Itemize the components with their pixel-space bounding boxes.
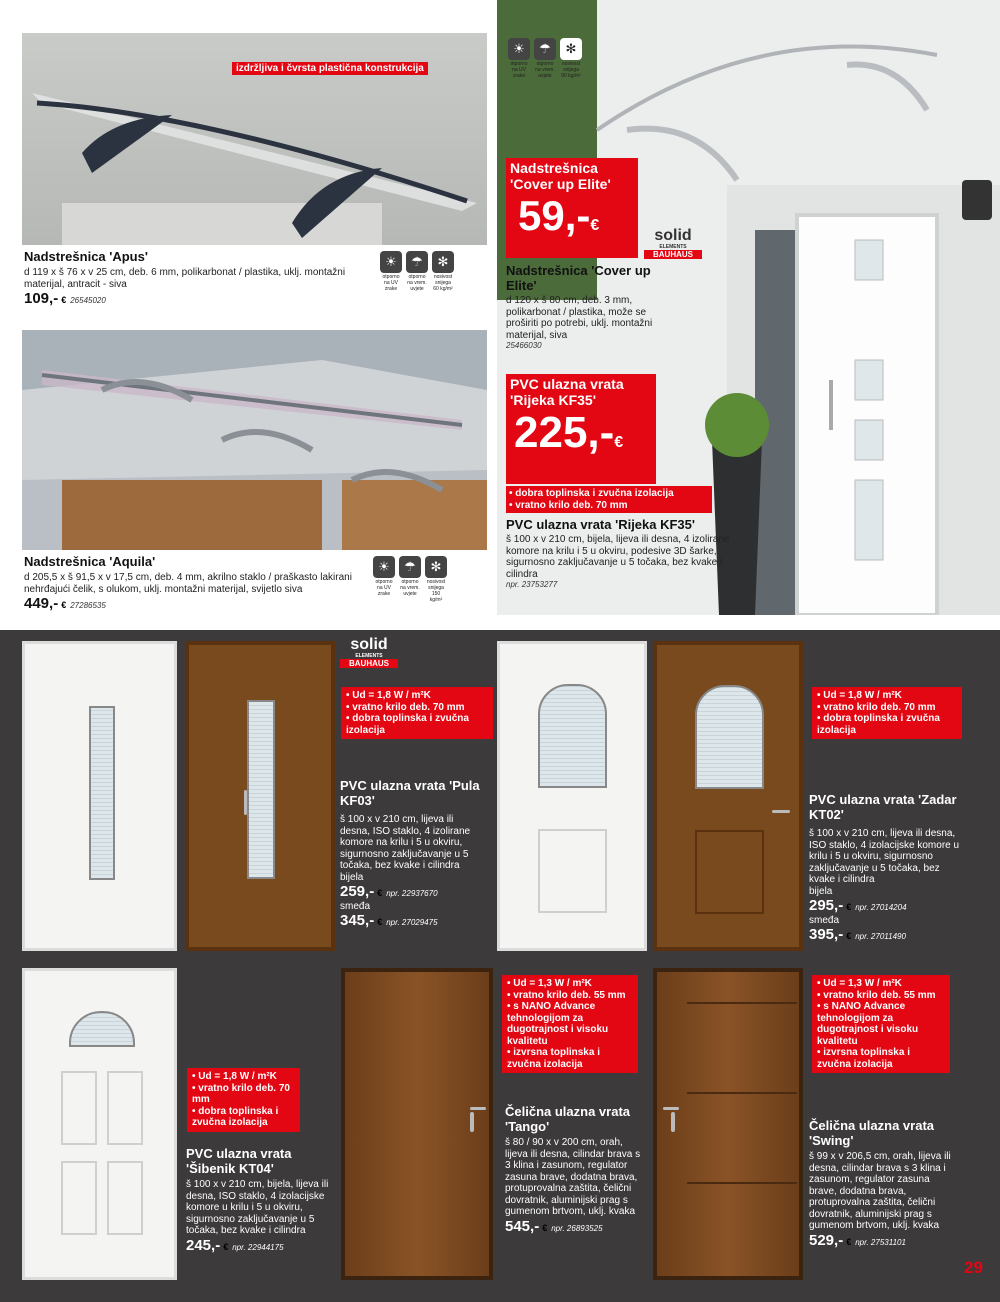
zadar-price-brown-line: 395,- € npr. 27011490 <box>809 925 906 943</box>
pula-text <box>340 778 485 930</box>
pula-variant-white: bijela <box>340 871 364 883</box>
weather-resistant-icon: ☂ otporno na vrem. uvjete <box>534 38 556 79</box>
weather-resistant-icon: ☂ otporno na vrem. uvjete <box>399 556 421 603</box>
zadar-features: • Ud = 1,8 W / m²K • vratno krilo deb. 70 mm • dobra toplinska i zvučna izolacija <box>812 687 962 739</box>
swing-title: Čelična ulazna vrata 'Swing' <box>809 1118 934 1148</box>
apus-price: 109,- <box>24 290 59 307</box>
sibenik-title: PVC ulazna vrata 'Šibenik KT04' <box>186 1146 292 1176</box>
aquila-text <box>24 554 369 613</box>
apus-text <box>24 249 364 308</box>
snow-load-icon: ✻ nosivost snijega 60 kg/m² <box>432 251 454 292</box>
sibenik-desc: š 100 x v 210 cm, bijela, lijeva ili desna, ISO staklo, 4 izolacijske komore u krilu i 5 u okviru, sigurnosno zaključavanje u 5 točaka, bez kvake i cilindra <box>186 1179 329 1236</box>
page-number: 29 <box>964 1258 983 1277</box>
zadar-brown-door-image <box>653 641 803 951</box>
tango-price-line: 545,- € npr. 26893525 <box>505 1217 603 1235</box>
pula-brown-door-image <box>185 641 335 951</box>
solid-elements-logo: solid ELEMENTS BAUHAUS <box>340 637 398 668</box>
pula-title: PVC ulazna vrata 'Pula KF03' <box>340 778 480 808</box>
pula-price-white-line: 259,- € npr. 22937670 <box>340 882 438 900</box>
aquila-canopy-drawing <box>22 330 487 550</box>
apus-feature-icons <box>380 251 454 292</box>
uv-resistant-icon: ☀ otporno na UV zrake <box>373 556 395 603</box>
pula-desc: š 100 x v 210 cm, lijeva ili desna, ISO staklo, 4 izolirane komore na krilu i 5 u okviru, sigurnosno zaključavanje u 5 točaka, bez kvake i cilindra <box>340 814 471 871</box>
weather-resistant-icon: ☂ otporno na vrem. uvjete <box>406 251 428 292</box>
aquila-desc: d 205,5 x š 91,5 x v 17,5 cm, deb. 4 mm, akrilno staklo / praškasto lakirani nehrđajući čelik, s olukom, uklj. montažni materijal, svijetlo siva <box>24 572 352 595</box>
apus-desc: d 119 x š 76 x v 25 cm, deb. 6 mm, polikarbonat / plastika, uklj. montažni materijal, antracit - siva <box>24 267 346 290</box>
cover-up-desc: d 120 x š 80 cm, deb. 3 mm, polikarbonat / plastika, može se proširiti po potrebi, uklj. montažni materijal, siva <box>506 295 653 341</box>
aquila-photo <box>22 330 487 550</box>
snow-load-icon: ✻ nosivost snijega 90 kg/m² <box>560 38 582 79</box>
rijeka-text <box>506 517 731 589</box>
rijeka-badge-title: PVC ulazna vrata 'Rijeka KF35' <box>510 376 624 408</box>
sibenik-door-image <box>22 968 177 1280</box>
cover-up-badge-title: Nadstrešnica 'Cover up Elite' <box>510 160 611 192</box>
sibenik-features: • Ud = 1,8 W / m²K • vratno krilo deb. 70 mm • dobra toplinska i zvučna izolacija <box>187 1068 300 1132</box>
cover-up-badge-price: 59,-€ <box>518 192 600 239</box>
swing-price-line: 529,- € npr. 27531101 <box>809 1231 906 1249</box>
snow-load-icon: ✻ nosivost snijega 150 kg/m² <box>425 556 447 603</box>
uv-resistant-icon: ☀ otporno na UV zrake <box>508 38 530 79</box>
swing-text <box>809 1118 959 1250</box>
pula-white-door-image <box>22 641 177 951</box>
aquila-title: Nadstrešnica 'Aquila' <box>24 554 156 569</box>
euro-sign: € <box>61 295 67 305</box>
uv-resistant-icon: ☀ otporno na UV zrake <box>380 251 402 292</box>
apus-article-number: 26545020 <box>70 296 106 305</box>
cover-up-title: Nadstrešnica 'Cover up Elite' <box>506 263 651 293</box>
swing-door-image <box>653 968 803 1280</box>
apus-price-line <box>24 290 364 308</box>
rijeka-features: • dobra toplinska i zvučna izolacija • vratno krilo deb. 70 mm <box>506 486 712 513</box>
solid-elements-logo: solid ELEMENTS BAUHAUS <box>644 228 702 259</box>
tango-desc: š 80 / 90 x v 200 cm, orah, lijeva ili desna, cilindar brava s 3 klina i zasunom, regulator zasuna brave, dodatna brava, protuprovalna zaštita, čelični dovratnik, aluminijski prag s gumenom brtvom, uklj. kvaka <box>505 1137 641 1217</box>
sibenik-text <box>186 1146 334 1255</box>
aquila-article-number: 27286535 <box>70 601 106 610</box>
rijeka-price-badge <box>506 374 656 484</box>
euro-sign: € <box>61 600 67 610</box>
zadar-price-white-line: 295,- € npr. 27014204 <box>809 896 907 914</box>
pula-variant-brown: smeđa <box>340 900 371 912</box>
zadar-variant-white: bijela <box>809 885 833 897</box>
rijeka-desc: š 100 x v 210 cm, bijela, lijeva ili desna, 4 izolirane komore na krilu i 5 u okviru, podesive 3D šarke, sigurnosno zaključavanje u 5 točaka, bez kvake i cilindra <box>506 534 730 580</box>
zadar-variant-brown: smeđa <box>809 914 840 926</box>
tango-title: Čelična ulazna vrata 'Tango' <box>505 1104 630 1134</box>
zadar-desc: š 100 x v 210 cm, lijeva ili desna, ISO staklo, 4 izolacijske komore u krilu i 5 u okviru, sigurnosno zaključavanje u 5 točaka, bez kvake i cilindra <box>809 828 960 885</box>
swing-features: • Ud = 1,3 W / m²K • vratno krilo deb. 55 mm • s NANO Advance tehnologijom za dugotrajnost i visoku kvalitetu • izvrsna toplinska i zvučna izolacija <box>812 975 950 1073</box>
apus-title: Nadstrešnica 'Apus' <box>24 249 148 264</box>
tango-features: • Ud = 1,3 W / m²K • vratno krilo deb. 55 mm • s NANO Advance tehnologijom za dugotrajnost i visoku kvalitetu • izvrsna toplinska i zvučna izolacija <box>502 975 638 1073</box>
cover-up-text <box>506 263 656 350</box>
feature-banner: izdržljiva i čvrsta plastična konstrukcija <box>232 62 428 75</box>
sibenik-price-line: 245,- € npr. 22944175 <box>186 1236 284 1254</box>
zadar-title: PVC ulazna vrata 'Zadar KT02' <box>809 792 957 822</box>
rijeka-title: PVC ulazna vrata 'Rijeka KF35' <box>506 517 695 532</box>
aquila-price-line <box>24 595 369 613</box>
zadar-text <box>809 792 961 944</box>
cover-up-feature-icons <box>508 38 582 79</box>
cover-up-article-number: 25466030 <box>506 341 542 350</box>
zadar-white-door-image <box>497 641 647 951</box>
cover-up-price-badge <box>506 158 638 258</box>
aquila-price: 449,- <box>24 595 59 612</box>
aquila-feature-icons <box>373 556 447 603</box>
rijeka-badge-price: 225,-€ <box>514 408 624 457</box>
swing-desc: š 99 x v 206,5 cm, orah, lijeva ili desna, cilindar brava s 3 klina i zasunom, regulator zasuna brave, dodatna brava, protuprovalna zaštita, čelični dovratnik, aluminijski prag s gumenom brtvom, uklj. kvaka <box>809 1151 951 1231</box>
pula-features: • Ud = 1,8 W / m²K • vratno krilo deb. 70 mm • dobra toplinska i zvučna izolacija <box>341 687 493 739</box>
pula-price-brown-line: 345,- € npr. 27029475 <box>340 911 438 929</box>
tango-door-image <box>341 968 493 1280</box>
tango-text <box>505 1104 645 1236</box>
rijeka-article-number: npr. 23753277 <box>506 580 558 589</box>
